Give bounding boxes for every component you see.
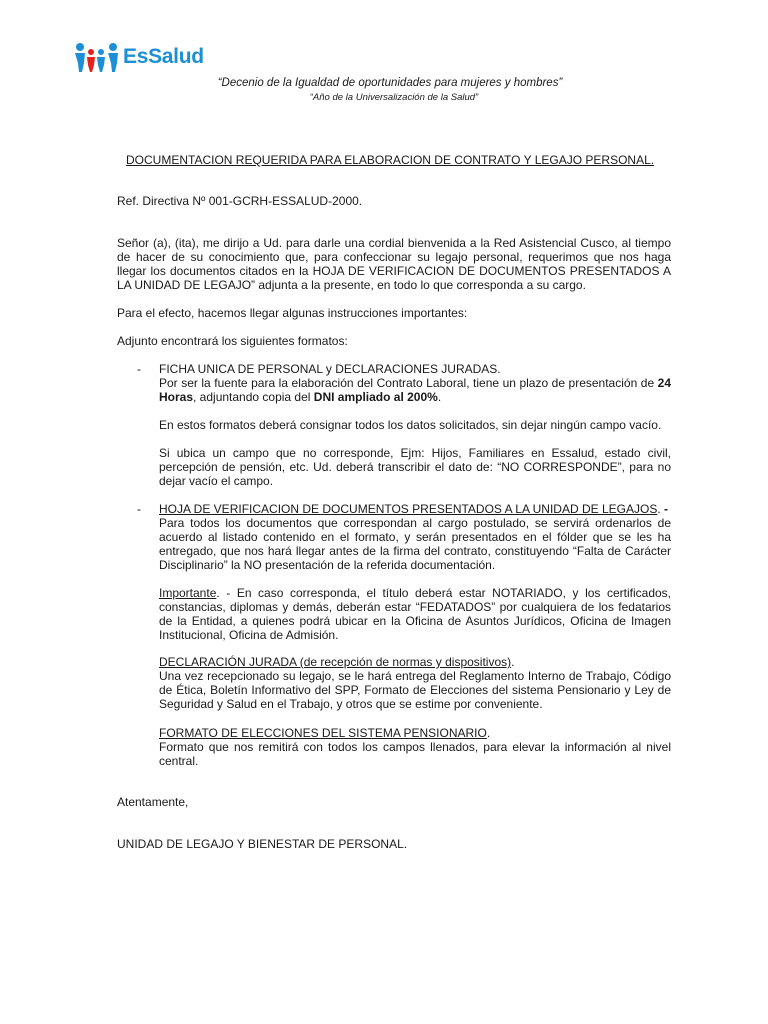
item1-paragraph-2: En estos formatos deberá consignar todos los datos solicitados, sin dejar ningún campo vacío. xyxy=(159,418,662,432)
item2-bullet: - xyxy=(137,502,141,516)
item1-bullet: - xyxy=(137,362,141,376)
declaration-paragraph: Una vez recepcionado su legajo, se le hará entrega del Reglamento Interno de Trabajo, Código de Ética, Boletín Informativo del SPP, Formato de Elecciones del sistema Pensionario y Ley de Seguridad y Salud en el Trabajo, y otros que se estime por conveniente. xyxy=(159,669,671,711)
motto-line-1: “Decenio de la Igualdad de oportunidades para mujeres y hombres” xyxy=(217,77,563,89)
item2-paragraph-1: Para todos los documentos que correspondan al cargo postulado, se servirá ordenarlos de acuerdo al listado contenido en el formato, y serán presentados en el fólder que se les ha entregado, que nos hará llegar antes de la firma del contrato, constituyendo “Falta de Carácter Disciplinario” la NO presentación de la referida documentación. xyxy=(159,516,671,572)
pension-paragraph: Formato que nos remitirá con todos los campos llenados, para elevar la información al nivel central. xyxy=(159,740,671,768)
reference-line: Ref. Directiva Nº 001-GCRH-ESSALUD-2000. xyxy=(117,194,363,208)
item1-heading: FICHA UNICA DE PERSONAL y DECLARACIONES JURADAS. xyxy=(159,362,501,376)
formats-intro: Adjunto encontrará los siguientes formatos: xyxy=(117,334,348,348)
logo-text: EsSalud xyxy=(123,45,204,68)
signature-text: UNIDAD DE LEGAJO Y BIENESTAR DE PERSONAL. xyxy=(117,837,408,851)
family-logo-icon xyxy=(74,41,122,73)
intro-paragraph: Señor (a), (ita), me dirijo a Ud. para darle una cordial bienvenida a la Red Asistencial Cusco, al tiempo de hacer de su conocimiento que, para confeccionar su legajo personal, requerimos que nos haga llegar los documentos citados en la HOJA DE VERIFICACION DE DOCUMENTOS PRESENTADOS A LA UNIDAD DE LEGAJO” adjunta a la presente, en todo lo que corresponda a su cargo. xyxy=(117,236,671,292)
important-label: Importante xyxy=(159,586,217,600)
declaration-heading: DECLARACIÓN JURADA (de recepción de normas y dispositivos). xyxy=(159,655,515,669)
item1-paragraph-3: Si ubica un campo que no corresponde, Ejm: Hijos, Familiares en Essalud, estado civil, percepción de pensión, etc. Ud. deberá transcribir el dato de: “NO CORRESPONDE”, para no dejar vacío el campo. xyxy=(159,446,671,488)
item2-important-paragraph: Importante. - En caso corresponda, el título deberá estar NOTARIADO, y los certificados, constancias, diplomas y demás, deberán estar “FEDATADOS” por cualquiera de los fedatarios de la Entidad, a quienes podrá ubicar en la Oficina de Asuntos Jurídicos, Oficina de Imagen Institucional, Oficina de Admisión. xyxy=(159,586,671,642)
deadline-hours: 24 Horas xyxy=(159,376,671,404)
instructions-intro: Para el efecto, hacemos llegar algunas instrucciones importantes: xyxy=(117,306,468,320)
item2-heading: HOJA DE VERIFICACION DE DOCUMENTOS PRESENTADOS A LA UNIDAD DE LEGAJOS. - xyxy=(159,502,668,516)
motto-line-2: “Año de la Universalización de la Salud” xyxy=(309,92,479,103)
essalud-logo xyxy=(74,40,204,74)
dni-requirement: DNI ampliado al 200% xyxy=(313,390,438,404)
item1-deadline-paragraph: Por ser la fuente para la elaboración del Contrato Laboral, tiene un plazo de presentación de 24 Horas, adjuntando copia del DNI ampliado al 200%. xyxy=(159,376,671,404)
closing-text: Atentamente, xyxy=(117,795,189,809)
document-title: DOCUMENTACION REQUERIDA PARA ELABORACION DE CONTRATO Y LEGAJO PERSONAL. xyxy=(126,153,655,167)
pension-heading: FORMATO DE ELECCIONES DEL SISTEMA PENSIONARIO. xyxy=(159,726,491,740)
